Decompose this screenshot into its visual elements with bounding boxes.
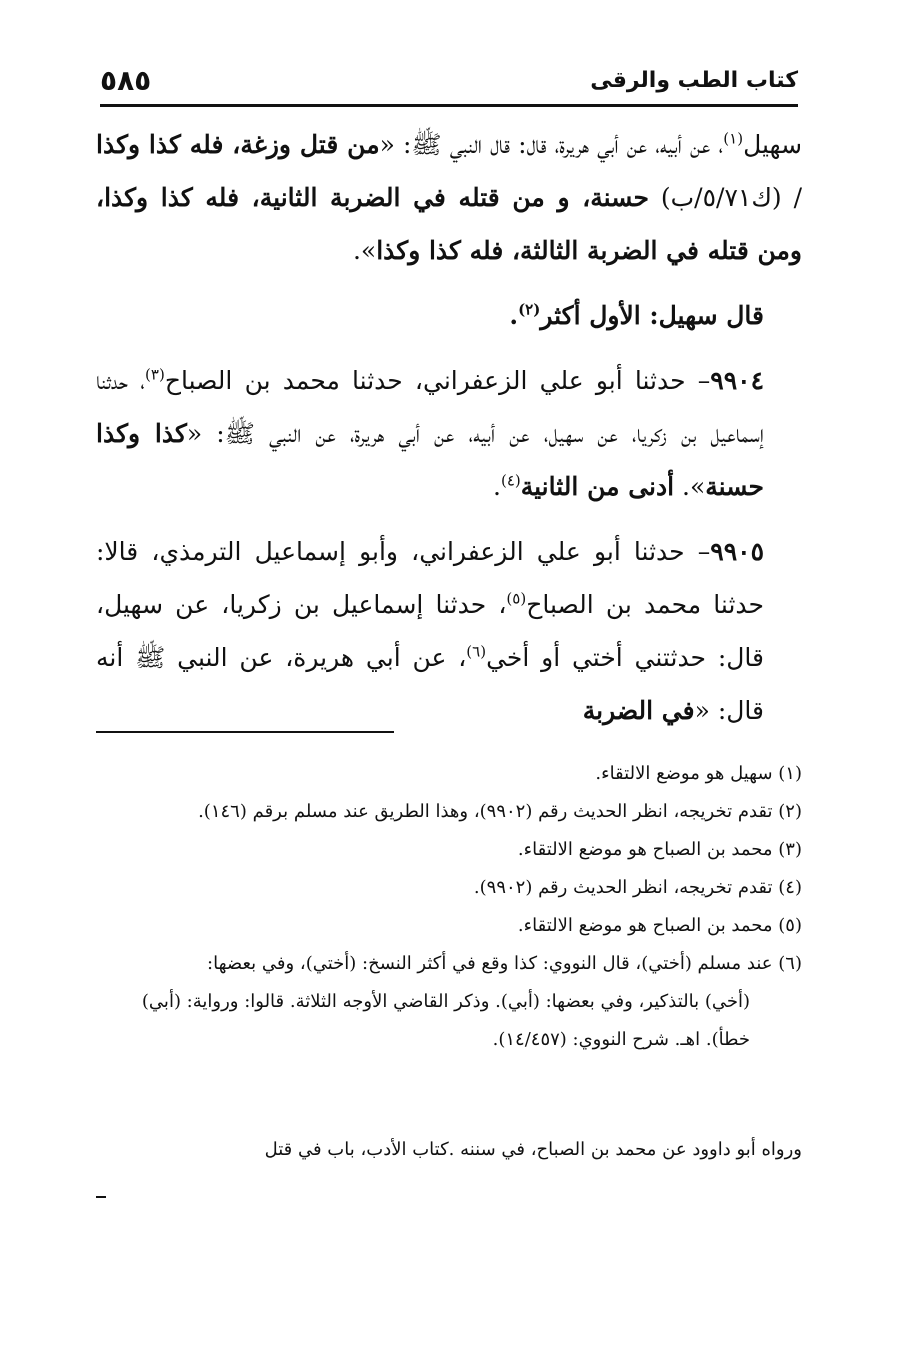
footnote-separator [96, 731, 394, 733]
footnote-2: (٢) تقدم تخريجه، انظر الحديث رقم (٩٩٠٢)، وهذا الطريق عند مسلم برقم (١٤٦). [198, 801, 802, 822]
page-number: ٥٨٥ [100, 64, 152, 97]
footnote-ref[interactable]: (٦) [466, 642, 487, 661]
hadith-number: ٩٩٠٤ [710, 366, 764, 395]
paragraph-2: قال سهيل: الأول أكثر$^{(٢)}$. [509, 300, 764, 330]
hadith-9904: ٩٩٠٤– حدثنا أبو علي الزعفراني، حدثنا محمد بن الصباح$^{(٣)}$، حدثنا إسماعيل بن زكريا، عن سهيل، عن أبيه، عن أبي هريرة، عن النبي ﷺ: «كذا وكذا حسنة». أدنى من الثانية$^{(٤)}$. [96, 365, 764, 501]
footnote-6: (٦) عند مسلم (أختي)، قال النووي: كذا وقع في أكثر النسخ: (أختي)، وفي بعضها: [207, 953, 802, 974]
trailing-note: ورواه أبو داوود عن محمد بن الصباح، في سننه .كتاب الأدب، باب في قتل [264, 1139, 802, 1160]
footnotes [96, 755, 802, 1059]
main-text [96, 118, 802, 749]
footnote-ref[interactable]: (٤) [500, 471, 521, 490]
footnote-ref[interactable]: (٥) [506, 589, 527, 608]
footnote-4: (٤) تقدم تخريجه، انظر الحديث رقم (٩٩٠٢). [473, 877, 802, 898]
running-title: كتاب الطب والرقى [590, 68, 798, 93]
page-header [100, 64, 798, 98]
footnote-1: (١) سهيل هو موضع الالتقاء. [595, 763, 802, 784]
footnote-ref[interactable]: (٣) [145, 365, 165, 384]
hadith-9905: ٩٩٠٥– حدثنا أبو علي الزعفراني، وأبو إسماعيل الترمذي، قالا: حدثنا محمد بن الصباح$^{(٥)}$، حدثنا إسماعيل بن زكريا، عن سهيل، قال: حدثتني أختي أو أخي$^{(٦)}$، عن أبي هريرة، عن النبي ﷺ أنه قال: «في الضربة [96, 537, 764, 725]
header-rule [100, 104, 798, 107]
paragraph-1: سهيل$^{(١)}$، عن أبيه، عن أبي هريرة، قال: قال النبي ﷺ: «من قتل وزغة، فله كذا وكذا / (ك٥/٧١/ب) حسنة، و من قتله في الضربة الثانية، فله كذا وكذا، ومن قتله في الضربة الثالثة، فله كذا وكذا». [96, 129, 803, 265]
footnote-ref[interactable]: (٢) [518, 300, 541, 319]
footnote-ref[interactable]: (١) [723, 129, 744, 148]
hadith-number: ٩٩٠٥ [710, 537, 764, 566]
footnote-5: (٥) محمد بن الصباح هو موضع الالتقاء. [517, 915, 802, 936]
footnote-3: (٣) محمد بن الصباح هو موضع الالتقاء. [517, 839, 802, 860]
page-mark [96, 1196, 106, 1198]
footnote-6-continued: (أخي) بالتذكير، وفي بعضها: (أبي). وذكر القاضي الأوجه الثلاثة. قالوا: ورواية: (أبي) خطأ). اهـ. شرح النووي: (١٤/٤٥٧). [141, 991, 750, 1050]
